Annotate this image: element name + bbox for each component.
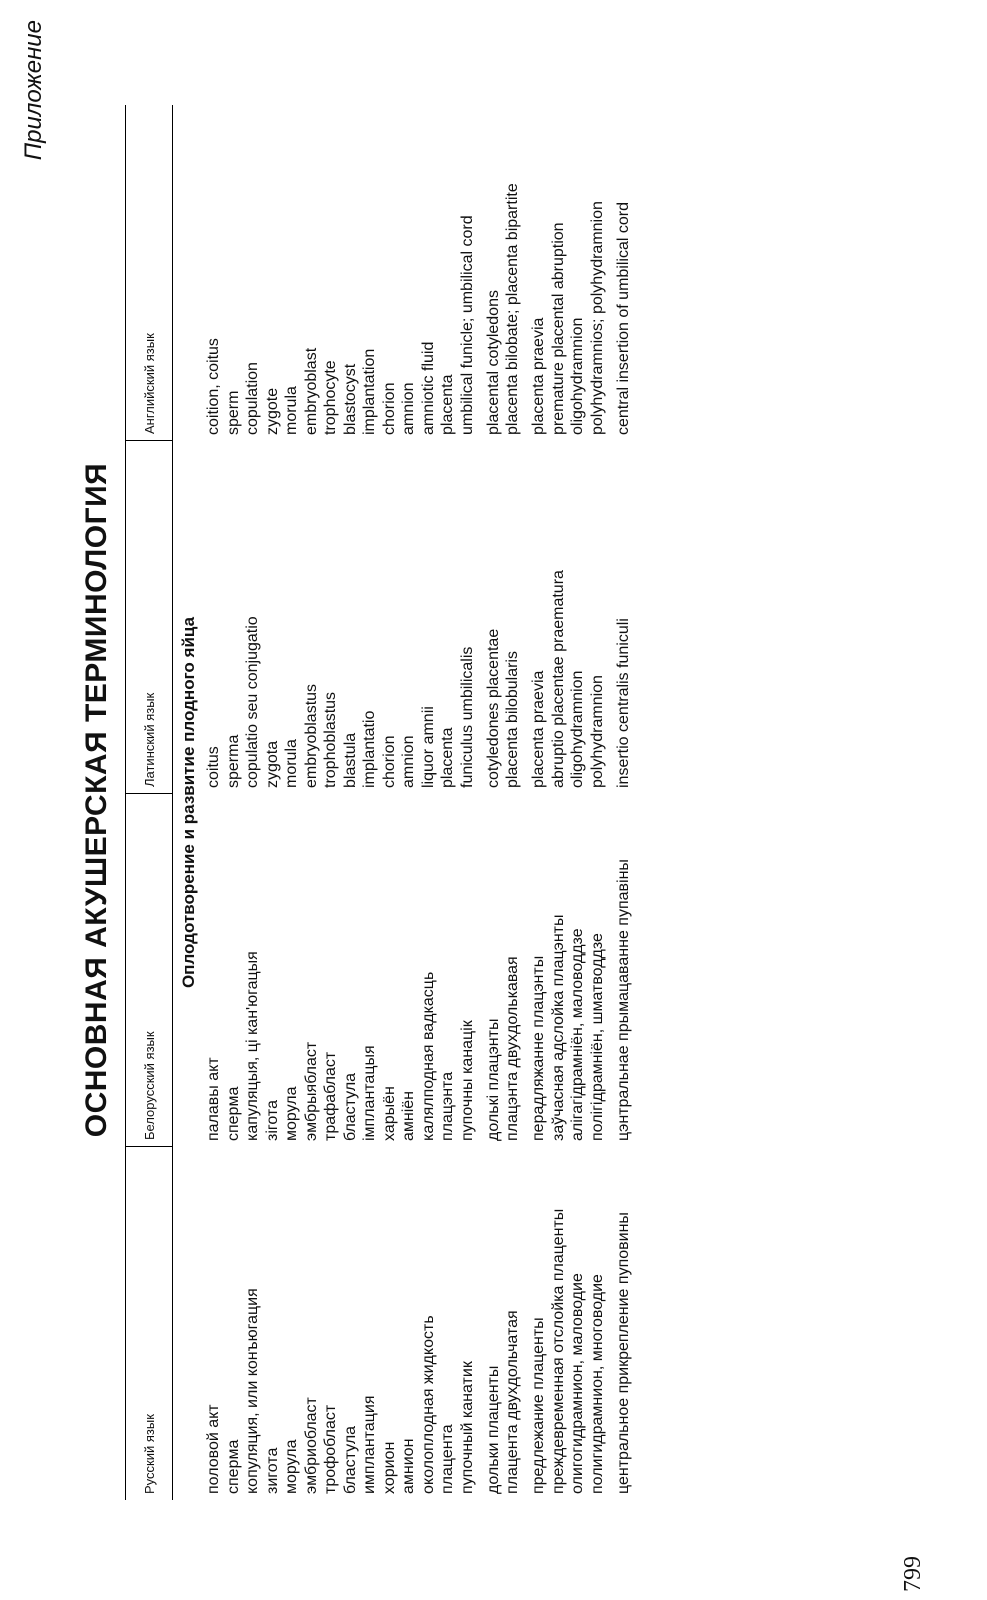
running-head: Приложение	[20, 20, 47, 161]
cell-latin: trophoblastus	[322, 691, 339, 788]
table-row	[225, 105, 243, 1500]
cell-latin: placenta	[439, 727, 456, 788]
cell-russian: околоплодная жидкость	[419, 1315, 437, 1494]
cell-russian: морула	[283, 1439, 300, 1494]
column-header-english: Английский язык	[126, 105, 172, 441]
cell-belarusian: цэнтральнае прымацаванне пупавіны	[614, 859, 632, 1141]
column-header-belarusian: Белорусский язык	[126, 794, 172, 1147]
cell-belarusian: морула	[283, 1086, 300, 1141]
page-title: ОСНОВНАЯ АКУШЕРСКАЯ ТЕРМИНОЛОГИЯ	[80, 462, 113, 1138]
cell-english: copulation	[244, 362, 261, 435]
cell-russian: центральное прикрепление пуповины	[614, 1212, 632, 1494]
cell-english: amnion	[400, 382, 417, 435]
column-header-russian: Русский язык	[141, 1414, 157, 1494]
cell-english: zygote	[263, 387, 281, 435]
table-row	[569, 105, 587, 1500]
cell-russian: преждевременная отслойка плаценты	[549, 1208, 567, 1494]
cell-belarusian: плацэнта	[439, 1071, 456, 1141]
cell-latin: morula	[283, 739, 300, 788]
cell-russian: хорион	[380, 1441, 398, 1494]
cell-latin: implantatio	[361, 710, 378, 788]
cell-english: placental cotyledons	[484, 290, 502, 435]
cell-belarusian: полігідрамніён, шматводдзе	[588, 933, 606, 1141]
cell-latin: embryoblastus	[302, 683, 320, 788]
cell-russian: плацента двухдольчатая	[504, 1310, 521, 1494]
cell-russian: предлежание плаценты	[530, 1317, 547, 1494]
cell-belarusian: перадляжанне плацэнты	[530, 955, 547, 1141]
cell-russian: пупочный канатик	[458, 1361, 476, 1494]
cell-english: coition, coitus	[205, 338, 222, 435]
cell-russian: эмбриобласт	[302, 1397, 320, 1494]
table-row	[550, 105, 568, 1500]
table-row	[283, 105, 301, 1500]
cell-english: embryoblast	[302, 347, 320, 435]
cell-russian: половой акт	[205, 1404, 222, 1494]
table-row	[504, 105, 522, 1500]
cell-belarusian: алігагідрамніён, маловоддзе	[569, 928, 586, 1141]
table-row	[264, 105, 282, 1500]
cell-latin: polyhydramnion	[588, 675, 606, 788]
cell-belarusian: палавы акт	[205, 1057, 222, 1141]
cell-english: placenta praevia	[530, 317, 547, 435]
cell-latin: abruptio placentae praematura	[549, 570, 567, 788]
cell-belarusian: трафабласт	[322, 1051, 339, 1141]
cell-belarusian: эмбрыябласт	[302, 1041, 320, 1141]
cell-latin: chorion	[380, 735, 398, 788]
cell-russian: бластула	[341, 1425, 359, 1494]
cell-belarusian: плацэнта двухдолькавая	[504, 956, 521, 1141]
cell-belarusian: імплантацыя	[361, 1045, 378, 1141]
cell-russian: копуляция, или конъюгация	[244, 1288, 261, 1494]
cell-english: chorion	[380, 382, 398, 435]
cell-latin: sperma	[224, 734, 242, 788]
terminology-table	[125, 105, 634, 1500]
cell-belarusian: капуляцыя, ці кан'югацыя	[244, 951, 261, 1141]
cell-latin: oligohydramnion	[569, 670, 586, 788]
cell-english: amniotic fluid	[419, 341, 437, 435]
cell-belarusian: заўчасная адслойка плацэнты	[549, 914, 567, 1141]
table-row	[361, 105, 379, 1500]
cell-belarusian: сперма	[224, 1086, 242, 1141]
cell-latin: cotyledones placentae	[484, 628, 502, 788]
cell-latin: placenta praevia	[530, 670, 547, 788]
table-row	[322, 105, 340, 1500]
table-row	[244, 105, 262, 1500]
cell-latin: placenta bilobularis	[504, 651, 521, 788]
cell-belarusian: долькі плацэнты	[484, 1018, 502, 1141]
cell-latin: insertio centralis funiculi	[614, 618, 632, 788]
table-row	[381, 105, 399, 1500]
page-number: 799	[900, 1556, 926, 1592]
table-row	[439, 105, 457, 1500]
cell-english: implantation	[361, 348, 378, 435]
cell-english: sperm	[224, 390, 242, 435]
cell-english: central insertion of umbilical cord	[614, 202, 632, 435]
cell-english: trophocyte	[322, 360, 339, 435]
table-row	[420, 105, 438, 1500]
cell-belarusian: зігота	[263, 1100, 281, 1141]
cell-english: umbilical funicle; umbilical cord	[458, 215, 476, 435]
table-row	[303, 105, 321, 1500]
cell-belarusian: харыён	[380, 1086, 398, 1141]
cell-belarusian: калялподная вадкасць	[419, 971, 437, 1141]
cell-belarusian: амніён	[400, 1090, 417, 1141]
cell-english: oligohydramnion	[569, 317, 586, 435]
section-heading: Оплодотворение и развитие плодного яйца	[179, 616, 198, 989]
cell-belarusian: бластула	[341, 1072, 359, 1141]
cell-russian: зигота	[263, 1447, 281, 1494]
table-body	[205, 105, 633, 1500]
cell-latin: amnion	[400, 735, 417, 788]
cell-english: polyhydramnios; polyhydramnion	[588, 201, 606, 435]
cell-russian: полигидрамнион, многоводие	[588, 1274, 606, 1494]
table-row	[530, 105, 548, 1500]
cell-english: premature placental abruption	[549, 222, 567, 435]
cell-russian: амнион	[400, 1438, 417, 1494]
cell-latin: copulatio seu conjugatio	[244, 616, 261, 788]
table-row	[589, 105, 607, 1500]
table-row	[485, 105, 503, 1500]
cell-latin: zygota	[263, 740, 281, 788]
cell-english: morula	[283, 386, 300, 435]
cell-english: placenta bilobate; placenta bipartite	[504, 183, 521, 435]
table-row	[400, 105, 418, 1500]
cell-english: blastocyst	[341, 363, 359, 435]
cell-russian: дольки плаценты	[484, 1365, 502, 1494]
cell-latin: funiculus umbilicalis	[458, 646, 476, 788]
cell-latin: coitus	[205, 746, 222, 788]
table-row	[459, 105, 477, 1500]
cell-russian: трофобласт	[322, 1404, 339, 1494]
cell-latin: blastula	[341, 732, 359, 788]
cell-latin: liquor amnii	[419, 706, 437, 788]
column-header-latin: Латинский язык	[126, 441, 172, 794]
table-header	[125, 105, 173, 1500]
cell-belarusian: пупочны канацік	[458, 1020, 476, 1141]
cell-russian: олигогидрамнион, маловодие	[569, 1273, 586, 1494]
cell-english: placenta	[439, 374, 456, 435]
table-row	[615, 105, 633, 1500]
cell-russian: плацента	[439, 1424, 456, 1494]
table-row	[205, 105, 223, 1500]
table-row	[342, 105, 360, 1500]
cell-russian: имплантация	[361, 1395, 378, 1494]
cell-russian: сперма	[224, 1439, 242, 1494]
